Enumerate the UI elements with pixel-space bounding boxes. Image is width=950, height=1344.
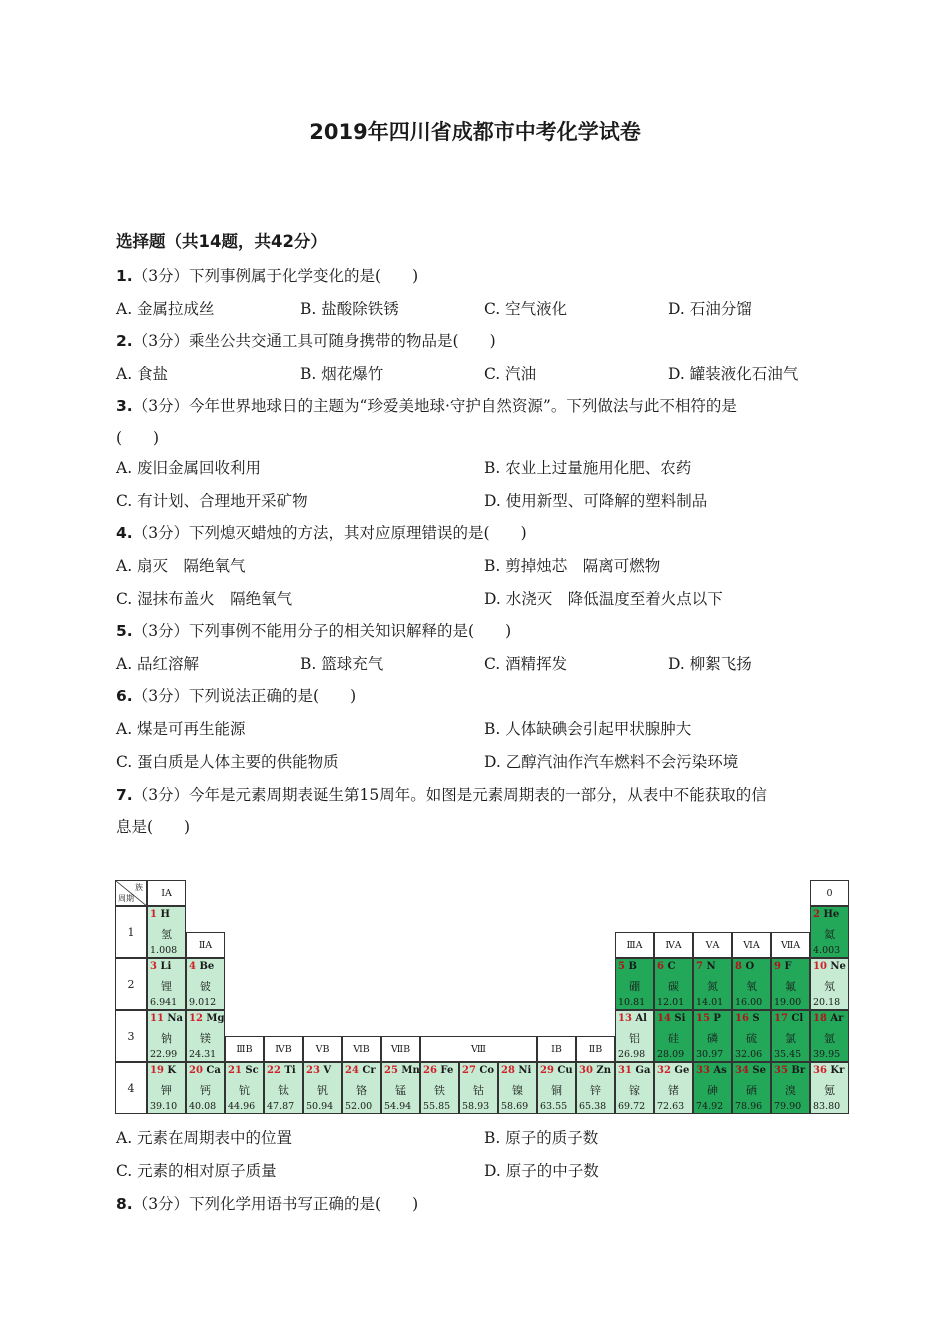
group-header: ⅤA bbox=[693, 932, 732, 958]
element-header bbox=[735, 1013, 760, 1024]
element-cell bbox=[693, 1010, 732, 1062]
atomic-number: 9 bbox=[774, 961, 781, 972]
question-7 bbox=[116, 785, 767, 805]
element-header bbox=[696, 1065, 727, 1076]
atomic-number: 14 bbox=[657, 1013, 671, 1024]
group-header: ⅦA bbox=[771, 932, 810, 958]
element-cell bbox=[186, 1010, 225, 1062]
question-8 bbox=[116, 1194, 418, 1214]
element-header bbox=[150, 1065, 176, 1076]
option-c: C. 汽油 bbox=[484, 365, 537, 383]
option-a: A. 食盐 bbox=[116, 365, 169, 383]
element-symbol: O bbox=[745, 961, 755, 972]
atomic-mass: 24.31 bbox=[189, 1049, 217, 1060]
atomic-mass: 39.95 bbox=[813, 1049, 841, 1060]
element-name: 钒 bbox=[317, 1084, 328, 1097]
option-b: B. 烟花爆竹 bbox=[300, 365, 384, 383]
element-cell bbox=[810, 1062, 849, 1114]
atomic-mass: 9.012 bbox=[189, 997, 217, 1008]
question-1 bbox=[116, 266, 418, 286]
element-cell bbox=[654, 1062, 693, 1114]
atomic-mass: 52.00 bbox=[345, 1101, 373, 1112]
element-cell bbox=[615, 958, 654, 1010]
element-header bbox=[501, 1065, 531, 1076]
atomic-mass: 19.00 bbox=[774, 997, 802, 1008]
element-name: 氟 bbox=[785, 980, 796, 993]
element-name: 镓 bbox=[629, 1084, 640, 1097]
element-cell bbox=[693, 1062, 732, 1114]
element-name: 碳 bbox=[668, 980, 679, 993]
element-cell bbox=[225, 1062, 264, 1114]
question-4 bbox=[116, 523, 527, 543]
element-cell bbox=[498, 1062, 537, 1114]
element-name: 硅 bbox=[668, 1032, 679, 1045]
atomic-number: 34 bbox=[735, 1065, 749, 1076]
atomic-number: 33 bbox=[696, 1065, 710, 1076]
element-name: 氢 bbox=[161, 928, 172, 941]
element-symbol: Se bbox=[752, 1065, 766, 1076]
element-name: 硫 bbox=[746, 1032, 757, 1045]
option-b: B. 篮球充气 bbox=[300, 655, 384, 673]
question-number: 3. bbox=[116, 397, 133, 415]
element-symbol: Ti bbox=[284, 1065, 296, 1076]
element-header bbox=[189, 1065, 221, 1076]
element-name: 锗 bbox=[668, 1084, 679, 1097]
element-name: 铁 bbox=[434, 1084, 445, 1097]
element-name: 氦 bbox=[824, 928, 835, 941]
element-cell bbox=[576, 1062, 615, 1114]
atomic-number: 16 bbox=[735, 1013, 749, 1024]
atomic-number: 5 bbox=[618, 961, 625, 972]
group-header: ⅦB bbox=[381, 1036, 420, 1062]
question-number: 4. bbox=[116, 524, 133, 542]
atomic-mass: 6.941 bbox=[150, 997, 178, 1008]
element-cell bbox=[615, 1010, 654, 1062]
atomic-number: 27 bbox=[462, 1065, 476, 1076]
element-header bbox=[267, 1065, 296, 1076]
atomic-number: 22 bbox=[267, 1065, 281, 1076]
element-symbol: S bbox=[752, 1013, 760, 1024]
atomic-number: 24 bbox=[345, 1065, 359, 1076]
element-name: 钾 bbox=[161, 1084, 172, 1097]
element-symbol: Ni bbox=[518, 1065, 532, 1076]
element-header bbox=[774, 1013, 803, 1024]
element-symbol: F bbox=[784, 961, 792, 972]
element-symbol: Fe bbox=[440, 1065, 454, 1076]
question-text: （3分）下列事例不能用分子的相关知识解释的是( ) bbox=[132, 622, 512, 640]
atomic-number: 18 bbox=[813, 1013, 827, 1024]
option-d: D. 原子的中子数 bbox=[484, 1162, 599, 1180]
element-symbol: Co bbox=[479, 1065, 495, 1076]
atomic-mass: 14.01 bbox=[696, 997, 724, 1008]
element-symbol: As bbox=[713, 1065, 727, 1076]
element-header bbox=[696, 961, 716, 972]
atomic-number: 17 bbox=[774, 1013, 788, 1024]
element-name: 氯 bbox=[785, 1032, 796, 1045]
element-cell bbox=[771, 958, 810, 1010]
group-header: ⅥB bbox=[342, 1036, 381, 1062]
element-cell bbox=[615, 1062, 654, 1114]
element-header bbox=[813, 961, 846, 972]
atomic-number: 11 bbox=[150, 1013, 164, 1024]
group-header: ⅠA bbox=[147, 880, 186, 906]
element-header bbox=[813, 1065, 844, 1076]
period-label: 3 bbox=[115, 1010, 147, 1062]
element-name: 铝 bbox=[629, 1032, 640, 1045]
option-b: B. 剪掉烛芯 隔离可燃物 bbox=[484, 557, 661, 575]
element-header bbox=[384, 1065, 420, 1076]
question-text: （3分）今年世界地球日的主题为“珍爱美地球·守护自然资源”。下列做法与此不相符的是 bbox=[132, 397, 737, 415]
element-symbol: V bbox=[323, 1065, 332, 1076]
element-symbol: Zn bbox=[596, 1065, 611, 1076]
element-header bbox=[423, 1065, 453, 1076]
atomic-number: 20 bbox=[189, 1065, 203, 1076]
atomic-mass: 20.18 bbox=[813, 997, 841, 1008]
question-text: （3分）下列说法正确的是( ) bbox=[132, 687, 357, 705]
question-6 bbox=[116, 686, 356, 706]
element-symbol: He bbox=[823, 909, 840, 920]
option-d: D. 乙醇汽油作汽车燃料不会污染环境 bbox=[484, 753, 739, 771]
atomic-number: 3 bbox=[150, 961, 157, 972]
element-name: 钠 bbox=[161, 1032, 172, 1045]
element-header bbox=[774, 1065, 805, 1076]
question-3-continuation: ( ) bbox=[116, 429, 160, 447]
option-d: D. 柳絮飞扬 bbox=[668, 655, 752, 673]
atomic-number: 32 bbox=[657, 1065, 671, 1076]
atomic-mass: 40.08 bbox=[189, 1101, 217, 1112]
option-c: C. 酒精挥发 bbox=[484, 655, 568, 673]
element-name: 钛 bbox=[278, 1084, 289, 1097]
period-label: 2 bbox=[115, 958, 147, 1010]
atomic-number: 21 bbox=[228, 1065, 242, 1076]
atomic-mass: 1.008 bbox=[150, 945, 178, 956]
element-header bbox=[618, 1065, 650, 1076]
option-c: C. 空气液化 bbox=[484, 300, 568, 318]
atomic-mass: 32.06 bbox=[735, 1049, 763, 1060]
element-name: 镁 bbox=[200, 1032, 211, 1045]
question-text: （3分）下列化学用语书写正确的是( ) bbox=[132, 1195, 419, 1213]
element-cell bbox=[303, 1062, 342, 1114]
atomic-mass: 50.94 bbox=[306, 1101, 334, 1112]
element-name: 锰 bbox=[395, 1084, 406, 1097]
element-cell bbox=[264, 1062, 303, 1114]
group-header: 0 bbox=[810, 880, 849, 906]
element-name: 钙 bbox=[200, 1084, 211, 1097]
element-symbol: B bbox=[628, 961, 637, 972]
option-c: C. 湿抹布盖火 隔绝氧气 bbox=[116, 590, 293, 608]
element-cell bbox=[459, 1062, 498, 1114]
atomic-number: 28 bbox=[501, 1065, 515, 1076]
element-name: 溴 bbox=[785, 1084, 796, 1097]
option-a: A. 品红溶解 bbox=[116, 655, 200, 673]
atomic-number: 2 bbox=[813, 909, 820, 920]
element-header bbox=[228, 1065, 259, 1076]
element-header bbox=[189, 1013, 224, 1024]
option-b: B. 盐酸除铁锈 bbox=[300, 300, 399, 318]
question-text: （3分）今年是元素周期表诞生第15周年。如图是元素周期表的一部分，从表中不能获取的信 bbox=[132, 786, 767, 804]
element-cell bbox=[654, 1010, 693, 1062]
page-title: 2019年四川省成都市中考化学试卷 bbox=[309, 120, 641, 144]
atomic-mass: 30.97 bbox=[696, 1049, 724, 1060]
atomic-number: 23 bbox=[306, 1065, 320, 1076]
element-symbol: Ne bbox=[830, 961, 846, 972]
atomic-mass: 58.93 bbox=[462, 1101, 490, 1112]
element-symbol: N bbox=[706, 961, 716, 972]
option-a: A. 废旧金属回收利用 bbox=[116, 459, 262, 477]
atomic-number: 1 bbox=[150, 909, 157, 920]
element-cell bbox=[810, 906, 849, 958]
group-header: ⅡB bbox=[576, 1036, 615, 1062]
atomic-number: 10 bbox=[813, 961, 827, 972]
element-name: 铍 bbox=[200, 980, 211, 993]
element-header bbox=[657, 1013, 685, 1024]
element-cell bbox=[420, 1062, 459, 1114]
element-header bbox=[618, 1013, 647, 1024]
element-name: 锌 bbox=[590, 1084, 601, 1097]
element-cell bbox=[342, 1062, 381, 1114]
element-name: 硼 bbox=[629, 980, 640, 993]
element-header bbox=[735, 961, 754, 972]
element-symbol: Mn bbox=[401, 1065, 420, 1076]
option-a: A. 扇灭 隔绝氧气 bbox=[116, 557, 246, 575]
element-header bbox=[657, 1065, 689, 1076]
atomic-number: 26 bbox=[423, 1065, 437, 1076]
element-cell bbox=[771, 1010, 810, 1062]
option-a: A. 金属拉成丝 bbox=[116, 300, 215, 318]
element-symbol: Mg bbox=[206, 1013, 225, 1024]
option-d: D. 罐装液化石油气 bbox=[668, 365, 799, 383]
option-d: D. 石油分馏 bbox=[668, 300, 752, 318]
atomic-number: 31 bbox=[618, 1065, 632, 1076]
option-b: B. 人体缺碘会引起甲状腺肿大 bbox=[484, 720, 692, 738]
group-header: ⅠB bbox=[537, 1036, 576, 1062]
question-number: 6. bbox=[116, 687, 133, 705]
atomic-number: 12 bbox=[189, 1013, 203, 1024]
group-header: ⅢB bbox=[225, 1036, 264, 1062]
atomic-mass: 78.96 bbox=[735, 1101, 763, 1112]
group-header: ⅥA bbox=[732, 932, 771, 958]
element-header bbox=[540, 1065, 573, 1076]
element-symbol: Na bbox=[167, 1013, 184, 1024]
element-name: 锂 bbox=[161, 980, 172, 993]
option-c: C. 有计划、合理地开采矿物 bbox=[116, 492, 308, 510]
element-cell bbox=[147, 958, 186, 1010]
element-cell bbox=[810, 1010, 849, 1062]
element-header bbox=[579, 1065, 611, 1076]
atomic-mass: 79.90 bbox=[774, 1101, 802, 1112]
element-name: 氖 bbox=[824, 980, 835, 993]
element-name: 钴 bbox=[473, 1084, 484, 1097]
atomic-number: 36 bbox=[813, 1065, 827, 1076]
atomic-mass: 4.003 bbox=[813, 945, 841, 956]
option-c: C. 元素的相对原子质量 bbox=[116, 1162, 277, 1180]
element-header bbox=[735, 1065, 766, 1076]
element-name: 氮 bbox=[707, 980, 718, 993]
atomic-mass: 39.10 bbox=[150, 1101, 178, 1112]
atomic-mass: 55.85 bbox=[423, 1101, 451, 1112]
atomic-mass: 10.81 bbox=[618, 997, 646, 1008]
question-7-continuation: 息是( ) bbox=[116, 818, 191, 836]
atomic-mass: 74.92 bbox=[696, 1101, 724, 1112]
atomic-mass: 63.55 bbox=[540, 1101, 568, 1112]
option-c: C. 蛋白质是人体主要的供能物质 bbox=[116, 753, 339, 771]
element-symbol: Be bbox=[199, 961, 215, 972]
element-name: 铬 bbox=[356, 1084, 367, 1097]
element-name: 氪 bbox=[824, 1084, 835, 1097]
corner-period-label: 周期 bbox=[118, 894, 134, 903]
atomic-mass: 44.96 bbox=[228, 1101, 256, 1112]
atomic-mass: 83.80 bbox=[813, 1101, 841, 1112]
element-cell bbox=[186, 1062, 225, 1114]
atomic-number: 13 bbox=[618, 1013, 632, 1024]
element-symbol: Ga bbox=[635, 1065, 651, 1076]
atomic-mass: 12.01 bbox=[657, 997, 685, 1008]
group-header: Ⅷ bbox=[420, 1036, 537, 1062]
group-header: ⅣB bbox=[264, 1036, 303, 1062]
atomic-mass: 16.00 bbox=[735, 997, 763, 1008]
option-b: B. 原子的质子数 bbox=[484, 1129, 599, 1147]
group-header: ⅤB bbox=[303, 1036, 342, 1062]
element-name: 硒 bbox=[746, 1084, 757, 1097]
element-header bbox=[150, 1013, 183, 1024]
element-symbol: P bbox=[713, 1013, 721, 1024]
element-symbol: Cl bbox=[791, 1013, 804, 1024]
atomic-mass: 58.69 bbox=[501, 1101, 529, 1112]
element-cell bbox=[810, 958, 849, 1010]
element-symbol: Ca bbox=[206, 1065, 221, 1076]
group-header: ⅡA bbox=[186, 932, 225, 958]
atomic-mass: 35.45 bbox=[774, 1049, 802, 1060]
question-5 bbox=[116, 621, 511, 641]
question-2 bbox=[116, 331, 496, 351]
element-header bbox=[813, 909, 839, 920]
element-name: 镍 bbox=[512, 1084, 523, 1097]
atomic-number: 6 bbox=[657, 961, 664, 972]
atomic-number: 7 bbox=[696, 961, 703, 972]
section-heading: 选择题（共14题，共42分） bbox=[116, 232, 327, 251]
atomic-mass: 65.38 bbox=[579, 1101, 607, 1112]
element-symbol: Si bbox=[674, 1013, 686, 1024]
atomic-number: 25 bbox=[384, 1065, 398, 1076]
atomic-mass: 54.94 bbox=[384, 1101, 412, 1112]
atomic-number: 29 bbox=[540, 1065, 554, 1076]
period-label: 4 bbox=[115, 1062, 147, 1114]
table-corner-cell bbox=[115, 880, 147, 906]
element-cell bbox=[147, 1062, 186, 1114]
period-label: 1 bbox=[115, 906, 147, 958]
element-symbol: H bbox=[160, 909, 170, 920]
element-header bbox=[189, 961, 214, 972]
element-cell bbox=[654, 958, 693, 1010]
element-cell bbox=[537, 1062, 576, 1114]
element-header bbox=[150, 909, 170, 920]
atomic-number: 8 bbox=[735, 961, 742, 972]
element-header bbox=[657, 961, 675, 972]
element-symbol: Kr bbox=[830, 1065, 845, 1076]
question-text: （3分）下列事例属于化学变化的是( ) bbox=[132, 267, 419, 285]
element-symbol: Ar bbox=[830, 1013, 844, 1024]
element-symbol: Cu bbox=[557, 1065, 573, 1076]
question-number: 2. bbox=[116, 332, 133, 350]
element-symbol: Ge bbox=[674, 1065, 690, 1076]
element-name: 砷 bbox=[707, 1084, 718, 1097]
element-symbol: Sc bbox=[245, 1065, 259, 1076]
question-number: 1. bbox=[116, 267, 133, 285]
question-text: （3分）下列熄灭蜡烛的方法，其对应原理错误的是( ) bbox=[132, 524, 527, 542]
element-header bbox=[306, 1065, 331, 1076]
atomic-number: 4 bbox=[189, 961, 196, 972]
option-b: B. 农业上过量施用化肥、农药 bbox=[484, 459, 692, 477]
element-symbol: Al bbox=[635, 1013, 647, 1024]
atomic-mass: 47.87 bbox=[267, 1101, 295, 1112]
option-a: A. 煤是可再生能源 bbox=[116, 720, 246, 738]
periodic-table-figure bbox=[115, 880, 860, 1115]
atomic-number: 15 bbox=[696, 1013, 710, 1024]
atomic-mass: 72.63 bbox=[657, 1101, 685, 1112]
corner-group-label: 族 bbox=[135, 883, 143, 892]
atomic-mass: 69.72 bbox=[618, 1101, 646, 1112]
element-symbol: Li bbox=[160, 961, 172, 972]
option-d: D. 水浇灭 降低温度至着火点以下 bbox=[484, 590, 723, 608]
element-header bbox=[462, 1065, 494, 1076]
question-number: 8. bbox=[116, 1195, 133, 1213]
atomic-number: 35 bbox=[774, 1065, 788, 1076]
atomic-mass: 22.99 bbox=[150, 1049, 178, 1060]
element-cell bbox=[147, 906, 186, 958]
question-number: 5. bbox=[116, 622, 133, 640]
option-a: A. 元素在周期表中的位置 bbox=[116, 1129, 293, 1147]
element-name: 钪 bbox=[239, 1084, 250, 1097]
question-3 bbox=[116, 396, 737, 416]
element-cell bbox=[732, 958, 771, 1010]
question-text: （3分）乘坐公共交通工具可随身携带的物品是( ) bbox=[132, 332, 496, 350]
element-header bbox=[696, 1013, 721, 1024]
element-cell bbox=[186, 958, 225, 1010]
element-name: 磷 bbox=[707, 1032, 718, 1045]
element-header bbox=[150, 961, 171, 972]
atomic-mass: 26.98 bbox=[618, 1049, 646, 1060]
element-header bbox=[813, 1013, 843, 1024]
element-header bbox=[345, 1065, 376, 1076]
group-header: ⅢA bbox=[615, 932, 654, 958]
element-header bbox=[618, 961, 637, 972]
element-name: 铜 bbox=[551, 1084, 562, 1097]
element-symbol: Cr bbox=[362, 1065, 376, 1076]
element-header bbox=[774, 961, 792, 972]
atomic-mass: 28.09 bbox=[657, 1049, 685, 1060]
element-cell bbox=[732, 1062, 771, 1114]
element-cell bbox=[771, 1062, 810, 1114]
group-header: ⅣA bbox=[654, 932, 693, 958]
element-symbol: C bbox=[667, 961, 676, 972]
element-cell bbox=[732, 1010, 771, 1062]
element-cell bbox=[693, 958, 732, 1010]
atomic-number: 19 bbox=[150, 1065, 164, 1076]
option-d: D. 使用新型、可降解的塑料制品 bbox=[484, 492, 708, 510]
atomic-number: 30 bbox=[579, 1065, 593, 1076]
element-symbol: Br bbox=[791, 1065, 806, 1076]
element-cell bbox=[381, 1062, 420, 1114]
element-symbol: K bbox=[167, 1065, 177, 1076]
element-cell bbox=[147, 1010, 186, 1062]
question-number: 7. bbox=[116, 786, 133, 804]
element-name: 氩 bbox=[824, 1032, 835, 1045]
element-name: 氧 bbox=[746, 980, 757, 993]
